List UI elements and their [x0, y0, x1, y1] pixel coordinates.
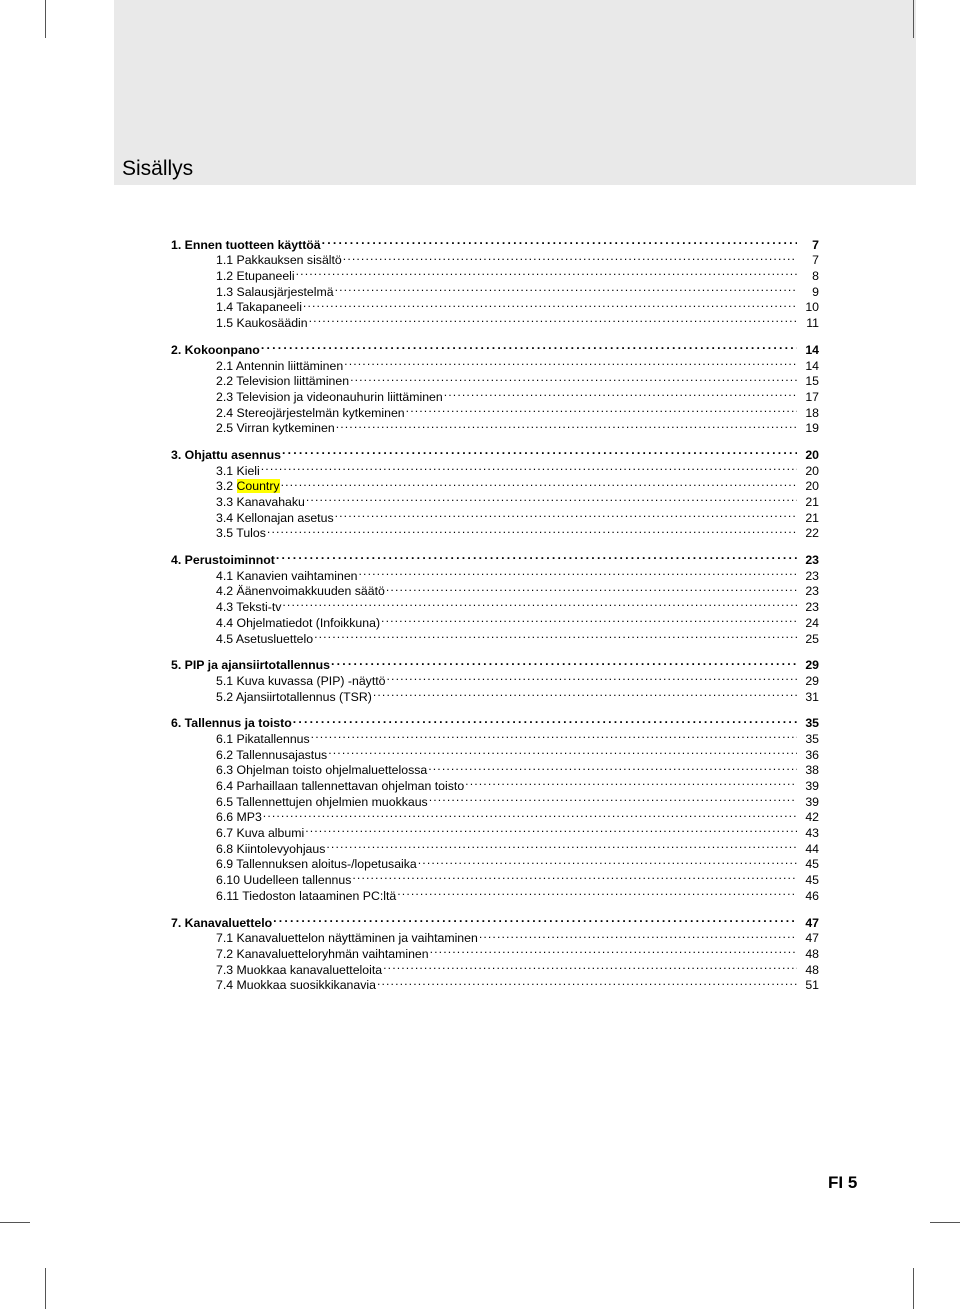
toc-page-number: 51 [805, 978, 819, 993]
dot-leader [309, 311, 797, 327]
toc-page-number: 35 [805, 716, 819, 731]
toc-entry-label: 7.1 Kanavaluettelon näyttäminen ja vaihtaminen [216, 931, 478, 946]
dot-leader [352, 868, 797, 884]
dot-leader [335, 506, 797, 522]
toc-entry-label: 3. Ohjattu asennus [171, 447, 282, 462]
toc-entry-label: 3.4 Kellonajan asetus [216, 510, 334, 525]
toc-entry-label: 1.4 Takapaneeli [216, 300, 302, 315]
toc-page-number: 47 [805, 931, 819, 946]
toc-page-number: 19 [805, 421, 819, 436]
toc-entry-label: 2.1 Antennin liittäminen [216, 358, 344, 373]
toc-entry-label: 5. PIP ja ajansiirtotallennus [171, 658, 331, 673]
dot-leader [383, 958, 797, 974]
dot-leader [386, 580, 797, 596]
toc-page-number: 21 [805, 495, 819, 509]
toc-page-number: 45 [805, 857, 819, 872]
toc-entry-label: 1.1 Pakkauksen sisältö [216, 253, 342, 268]
dot-leader [326, 837, 797, 853]
toc-entry-label: 6.8 Kiintolevyohjaus [216, 841, 326, 856]
dot-leader [428, 759, 797, 775]
toc-entry-row[interactable] [171, 459, 819, 478]
table-of-contents [171, 233, 819, 1000]
page-number: FI 5 [828, 1173, 858, 1192]
toc-entry-row[interactable] [171, 354, 819, 373]
toc-entry-label: 3.5 Tulos [216, 526, 266, 541]
dot-leader [314, 627, 797, 643]
toc-entry-label: 6.5 Tallennettujen ohjelmien muokkaus [216, 794, 428, 809]
dot-leader [331, 654, 797, 670]
toc-entry-label: 5.2 Ajansiirtotallennus (TSR) [216, 689, 372, 704]
toc-page-number: 10 [805, 300, 819, 315]
toc-section [171, 911, 819, 993]
toc-entry-label: 7.2 Kanavaluetteloryhmän vaihtaminen [216, 946, 429, 961]
toc-entry-label: 7. Kanavaluettelo [171, 915, 273, 930]
toc-entry-label: 3.1 Kieli [216, 463, 260, 478]
page-title: Sisällys [122, 157, 194, 180]
toc-section [171, 338, 819, 436]
toc-page-number: 29 [805, 658, 819, 673]
toc-page-number: 7 [812, 253, 819, 268]
dot-leader [306, 490, 797, 506]
toc-page-number: 23 [805, 584, 819, 599]
toc-entry-label: 6.2 Tallennusajastus [216, 747, 328, 762]
dot-leader [373, 685, 797, 701]
toc-heading-row[interactable] [171, 338, 819, 357]
dot-leader [377, 974, 797, 990]
dot-leader [281, 475, 797, 491]
toc-page-number: 14 [805, 358, 819, 373]
dot-leader [263, 806, 797, 822]
toc-page-number: 15 [805, 374, 819, 389]
toc-entry-label: 2.2 Television liittäminen [216, 374, 350, 389]
toc-page-number: 39 [805, 794, 819, 809]
toc-section [171, 443, 819, 541]
dot-leader [418, 853, 797, 869]
toc-entry-label [216, 479, 281, 495]
toc-page-number: 31 [805, 689, 819, 704]
toc-heading-row[interactable] [171, 548, 819, 568]
toc-page-number: 44 [805, 841, 819, 856]
toc-entry-label: 2.4 Stereojärjestelmän kytkeminen [216, 405, 405, 420]
dot-leader [276, 548, 797, 564]
crop-mark-right-h [930, 1222, 960, 1223]
toc-entry-label: 3.3 Kanavahaku [216, 495, 305, 509]
toc-entry-label: 1. Ennen tuotteen käyttöä [171, 237, 321, 252]
dot-leader [282, 443, 797, 459]
toc-page-number: 23 [805, 600, 819, 615]
dot-leader [350, 370, 797, 386]
dot-leader [273, 911, 797, 927]
toc-page-number: 48 [805, 946, 819, 961]
toc-entry-label: 6.3 Ohjelman toisto ohjelmaluettelossa [216, 763, 428, 778]
toc-page-number: 43 [805, 826, 819, 841]
dot-leader [293, 712, 797, 728]
toc-entry-label: 6.9 Tallennuksen aloitus-/lopetusaika [216, 857, 417, 872]
toc-page-number: 14 [805, 342, 819, 357]
toc-heading-row[interactable] [171, 654, 819, 673]
toc-page-number: 46 [805, 888, 819, 903]
crop-mark-top-left-v [45, 0, 46, 38]
toc-heading-row[interactable] [171, 233, 819, 252]
dot-leader [296, 264, 797, 280]
toc-entry-label: 6.11 Tiedoston lataaminen PC:ltä [216, 888, 397, 903]
toc-page-number: 47 [805, 915, 819, 930]
dot-leader [261, 459, 797, 475]
dot-leader [328, 743, 797, 759]
crop-mark-top-right-v [913, 0, 914, 38]
dot-leader [311, 727, 797, 743]
toc-heading-row[interactable] [171, 911, 819, 930]
toc-entry-label: 6.7 Kuva albumi [216, 826, 305, 841]
toc-entry-label: 1.5 Kaukosäädin [216, 316, 308, 331]
toc-entry-label: 1.2 Etupaneeli [216, 269, 295, 284]
toc-heading-row[interactable] [171, 712, 819, 731]
toc-page-number: 25 [805, 631, 819, 646]
toc-page-number: 42 [805, 810, 819, 825]
dot-leader [381, 611, 797, 627]
dot-leader [429, 790, 797, 806]
dot-leader [465, 774, 797, 790]
toc-page-number: 23 [805, 553, 819, 568]
toc-entry-label: 5.1 Kuva kuvassa (PIP) -näyttö [216, 673, 386, 688]
dot-leader [430, 942, 797, 958]
dot-leader [397, 884, 797, 900]
dot-leader [343, 249, 797, 265]
toc-entry-label: 6.10 Uudelleen tallennus [216, 873, 352, 888]
toc-page-number: 38 [805, 763, 819, 778]
toc-page-number: 17 [805, 389, 819, 404]
dot-leader [406, 401, 797, 417]
crop-mark-left-h [0, 1222, 30, 1223]
crop-mark-bottom-right-v [913, 1268, 914, 1309]
toc-page-number: 20 [805, 463, 819, 478]
dot-leader [305, 821, 797, 837]
toc-section [171, 233, 819, 331]
toc-entry-row[interactable] [171, 522, 819, 541]
dot-leader [322, 233, 797, 249]
toc-page-number: 11 [806, 316, 819, 331]
toc-page-number: 35 [805, 731, 819, 746]
toc-entry-label: 2.5 Virran kytkeminen [216, 421, 335, 436]
dot-leader [336, 417, 797, 433]
toc-heading-row[interactable] [171, 443, 819, 462]
toc-entry-label: 7.4 Muokkaa suosikkikanavia [216, 978, 376, 993]
toc-entry-label: 1.3 Salausjärjestelmä [216, 284, 334, 299]
toc-section [171, 654, 819, 704]
toc-page-number: 39 [805, 779, 819, 793]
toc-entry-label: 4.3 Teksti-tv [216, 600, 282, 615]
toc-page-number: 18 [805, 405, 819, 420]
toc-entry-label: 6.1 Pikatallennus [216, 731, 310, 746]
toc-page-number: 45 [805, 873, 819, 888]
toc-page-number: 9 [812, 284, 819, 299]
toc-entry-label: 7.3 Muokkaa kanavaluetteloita [216, 962, 383, 977]
toc-entry-label: 6.6 MP3 [216, 810, 262, 825]
toc-page-number: 21 [805, 510, 819, 525]
dot-leader [267, 522, 797, 538]
dot-leader [479, 927, 797, 943]
dot-leader [444, 385, 797, 401]
toc-page-number: 7 [812, 237, 819, 252]
toc-section [171, 712, 819, 903]
dot-leader [344, 354, 797, 370]
toc-entry-label: 2.3 Television ja videonauhurin liittäminen [216, 389, 443, 404]
toc-entry-label: 6.4 Parhaillaan tallennettavan ohjelman toisto [216, 779, 465, 793]
toc-page-number: 8 [812, 269, 819, 284]
highlighted-text: Country [236, 479, 280, 494]
toc-page-number: 48 [805, 962, 819, 977]
toc-entry-label: 4.2 Äänenvoimakkuuden säätö [216, 584, 385, 599]
toc-section [171, 548, 819, 646]
toc-entry-label: 2. Kokoonpano [171, 342, 260, 357]
crop-mark-bottom-left-v [45, 1268, 46, 1309]
toc-entry-row[interactable] [171, 821, 819, 841]
dot-leader [261, 338, 797, 354]
toc-entry-row[interactable] [171, 475, 819, 494]
dot-leader [359, 564, 797, 580]
toc-entry-label: 4. Perustoiminnot [171, 553, 275, 568]
toc-page-number: 36 [805, 747, 819, 762]
toc-page-number: 22 [805, 526, 819, 541]
toc-page-number: 24 [805, 615, 819, 630]
header-band [114, 0, 916, 185]
toc-entry-label: 6. Tallennus ja toisto [171, 716, 292, 731]
dot-leader [282, 595, 797, 611]
dot-leader [335, 280, 797, 296]
toc-entry-label: 4.5 Asetusluettelo [216, 631, 314, 646]
dot-leader [303, 296, 797, 312]
toc-page-number: 20 [805, 479, 819, 494]
toc-page-number: 23 [805, 568, 819, 583]
toc-entry-label: 4.4 Ohjelmatiedot (Infoikkuna) [216, 615, 381, 630]
dot-leader [387, 669, 797, 685]
toc-entry-row[interactable] [171, 806, 819, 825]
toc-entry-label: 4.1 Kanavien vaihtaminen [216, 568, 358, 583]
toc-entry-label-prefix: 3.2 [216, 479, 237, 494]
toc-page-number: 29 [805, 673, 819, 688]
toc-page-number: 20 [805, 447, 819, 462]
